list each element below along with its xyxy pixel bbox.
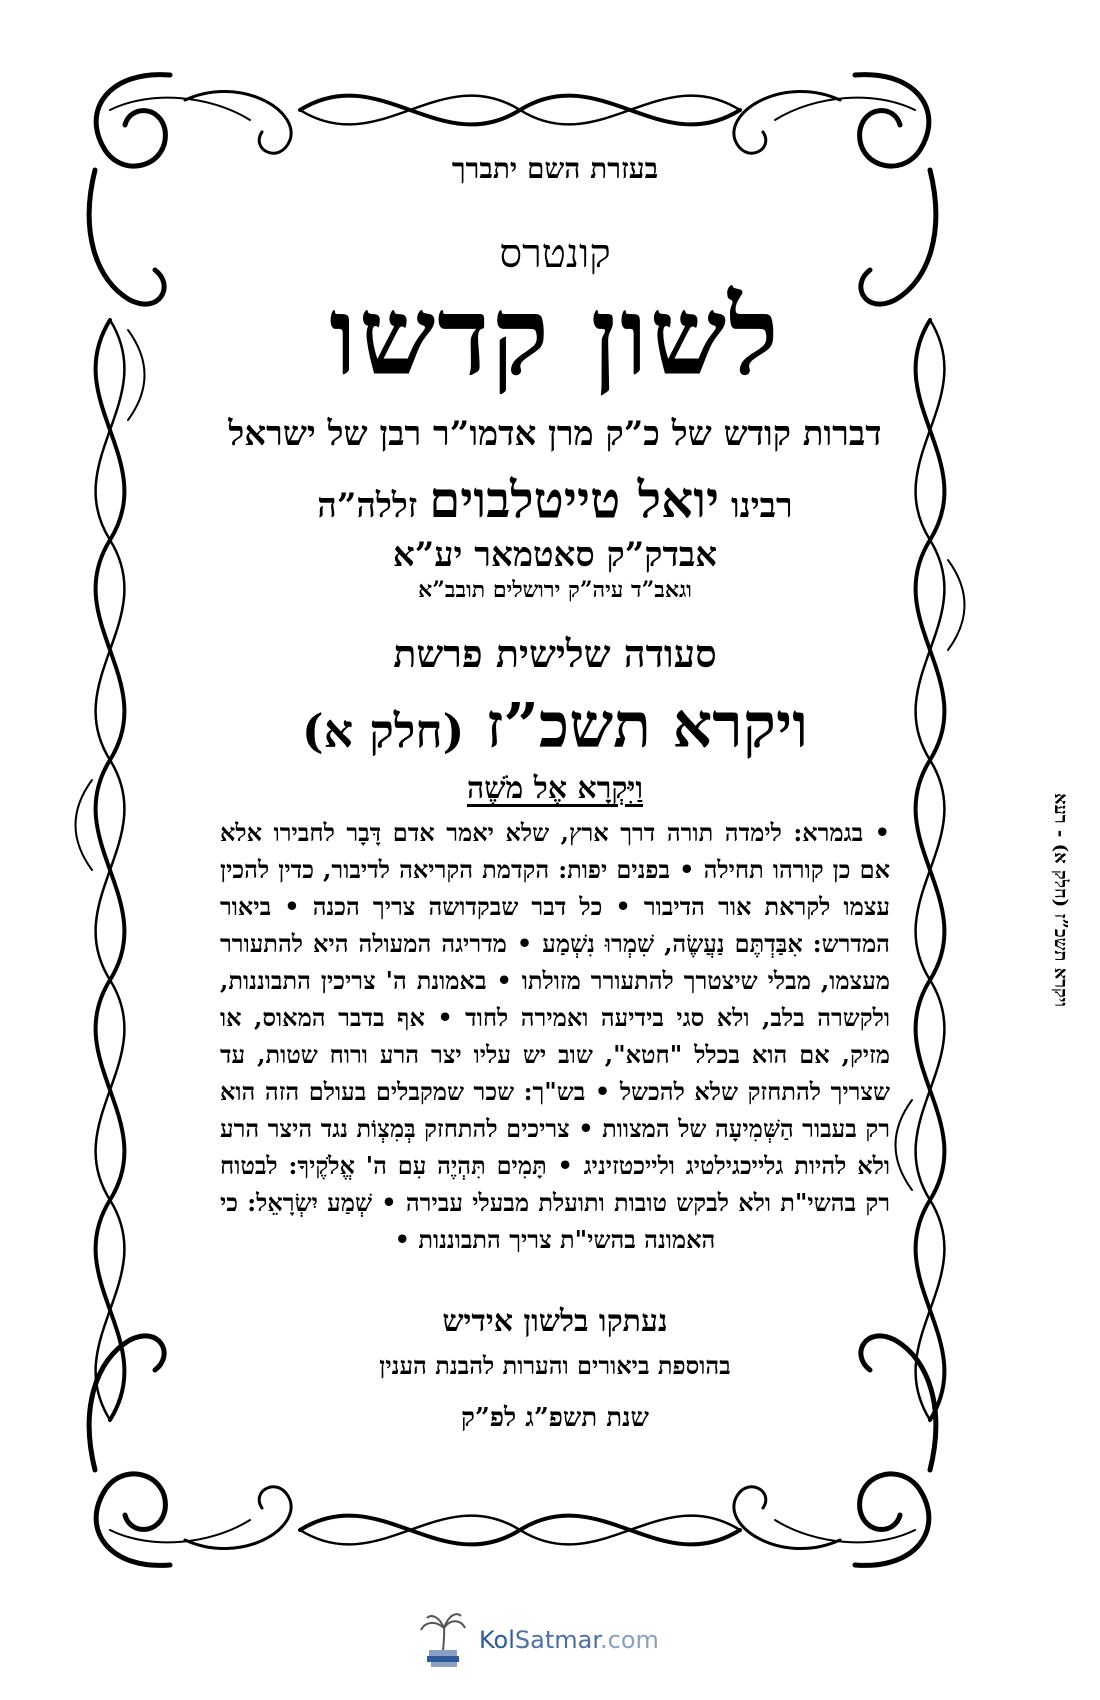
blessing-header: בעזרת השם יתברך [451,152,659,185]
rabbeinu-label: רבינו [730,486,793,527]
divrei-kodesh-line: דברות קודש של כ”ק מרן אדמו”ר רבן של ישראל [228,414,882,455]
additions-line: בהוספת ביאורים והערות להבנת הענין [379,1351,731,1381]
main-title: לשון קדשו [329,274,781,400]
vegaavad-line: וגאב”ד עיה”ק ירושלים תובב”א [418,577,692,604]
summary-paragraph: • בגמרא: לימדה תורה דרך ארץ, שלא יאמר אדם דָּבָר לחבירו אלא אם כן קורהו תחילה • בפנים יפות: הקדמת הקריאה לדיבור, כדין להכין עצמו לקראת אור הדיבור • כל דבר שבקדושה צריך הכנה • ביאור המדרש: אִבַּדְתֶּם נַעֲשֶׂה, שִׁמְרוּ נִשְׁמַע • מדריגה המעולה היא להתעורר מעצמו, מבלי שיצטרך להתעורר מזולתו • באמונת ה' צריכין התבוננות, ולקשרה בלב, ולא סגי בידיעה ואמירה לחוד • אף בדבר המאוס, או מזיק, אם הוא בכלל "חטא", שוב יש עליו יצר הרע ורוח שטות, עד שצריך להתחזק שלא להכשל • בש"ך: שכר שמקבלים בעולם הזה הוא רק בעבור הַשְּׁמִיעָה של המצוות • צריכים להתחזק בְּמִצְוֹת נגד היצר הרע ולא להיות גלייכגילטיג ולייכטזיניג • תָּמִים תִּהְיֶה עִם ה' אֱלֹקֶיךָ: לבטוח רק בהשי"ת ולא לבקש טובות ותועלת מבעלי עבירה • שְׁמַע יִשְׂרָאֵל: כי האמונה בהשי"ת צריך התבוננות • [220,818,890,1255]
bottom-border-band [300,1516,740,1545]
kuntres-label: קונטרס [499,231,611,277]
brand-satmar: Satmar [514,1626,601,1654]
parsha-title [220,689,890,763]
part-label: (חלק א) [301,704,465,759]
author-line [220,470,890,529]
verse-heading: וַיִּקְרָא אֶל מֹשֶׁה [466,771,644,807]
av-beis-din-line: אבדק”ק סאטמאר יע”א [392,535,718,576]
translated-line: נעתקו בלשון אידיש [442,1304,668,1340]
seuda-line: סעודה שלישית פרשת [393,631,717,677]
kolsatmar-logo [415,1610,705,1670]
parsha-name: ויקרא תשכ”ז [485,689,809,763]
brand-kol: Kol [479,1626,515,1654]
right-border-band [896,320,965,1420]
kolsatmar-wordmark [479,1626,659,1654]
side-running-header: ויקרא תשכ”ז (חלק א) - רעא [1050,793,1071,1007]
year-line: שנת תשפ”ג לפ”ק [461,1403,649,1434]
brand-com: .com [600,1626,659,1654]
left-border-band [76,320,145,1420]
top-border-band [300,96,740,125]
author-suffix: זללה”ה [317,486,418,527]
title-page-content [220,140,890,1433]
author-name: יואל טייטלבוים [429,470,720,530]
palm-tree-books-icon [415,1610,471,1670]
